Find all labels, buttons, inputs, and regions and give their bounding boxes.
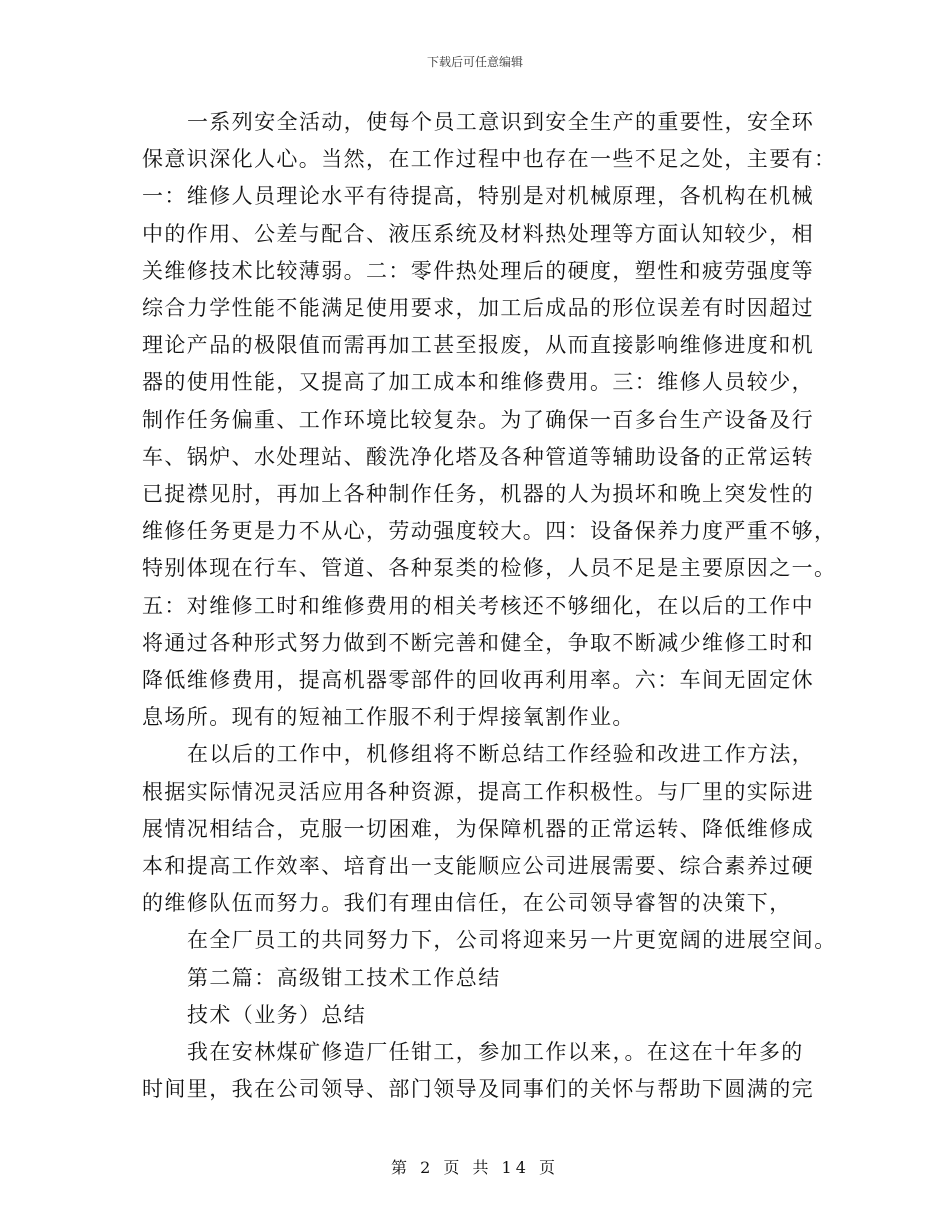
text-line: 一系列安全活动，使每个员工意识到安全生产的重要性，安全环 bbox=[187, 110, 815, 134]
text-line: 车、锅炉、水处理站、酸洗净化塔及各种管道等辅助设备的正常运转 bbox=[142, 444, 814, 469]
text-line: 在全厂员工的共同努力下，公司将迎来另一片更宽阔的进展空间。 bbox=[187, 928, 837, 953]
text-line: 中的作用、公差与配合、液压系统及材料热处理等方面认知较少，相 bbox=[142, 221, 814, 246]
page-number: 第 2 页 共 14 页 bbox=[391, 1158, 559, 1177]
text-line: 器的使用性能，又提高了加工成本和维修费用。三：维修人员较少， bbox=[142, 370, 814, 395]
text-line: 理论产品的极限值而需再加工甚至报废，从而直接影响维修进度和机 bbox=[142, 333, 814, 358]
text-line: 我在安林煤矿修造厂任钳工，参加工作以来，。在这在十年多的 bbox=[187, 1040, 804, 1064]
text-line: 关维修技术比较薄弱。二：零件热处理后的硬度，塑性和疲劳强度等 bbox=[142, 258, 814, 283]
text-line: 息场所。现有的短袖工作服不利于焊接氧割作业。 bbox=[142, 705, 635, 730]
text-line: 特别体现在行车、管道、各种泵类的检修，人员不足是主要原因之一。 bbox=[142, 556, 837, 581]
text-line: 时间里，我在公司领导、部门领导及同事们的关怀与帮助下圆满的完 bbox=[142, 1077, 814, 1102]
text-line: 的维修队伍而努力。我们有理由信任，在公司领导睿智的决策下， bbox=[142, 891, 792, 916]
text-line: 本和提高工作效率、培育出一支能顺应公司进展需要、综合素养过硬 bbox=[142, 854, 814, 878]
text-line: 维修任务更是力不从心，劳动强度较大。四：设备保养力度严重不够， bbox=[142, 519, 837, 544]
text-line: 已捉襟见肘，再加上各种制作任务，机器的人为损坏和晚上突发性的 bbox=[142, 482, 814, 506]
text-line: 降低维修费用，提高机器零部件的回收再利用率。六：车间无固定休 bbox=[142, 668, 814, 692]
text-line: 技术（业务）总结 bbox=[187, 1002, 367, 1027]
text-line: 将通过各种形式努力做到不断完善和健全，争取不断减少维修工时和 bbox=[142, 630, 814, 655]
text-line: 展情况相结合，克服一切困难，为保障机器的正常运转、降低维修成 bbox=[142, 816, 814, 841]
text-line: 五：对维修工时和维修费用的相关考核还不够细化，在以后的工作中 bbox=[142, 593, 814, 618]
text-line: 综合力学性能不能满足使用要求，加工后成品的形位误差有时因超过 bbox=[142, 296, 814, 320]
text-line: 在以后的工作中，机修组将不断总结工作经验和改进工作方法， bbox=[187, 742, 815, 767]
text-line: 一：维修人员理论水平有待提高，特别是对机械原理，各机构在机械 bbox=[142, 184, 814, 209]
text-line: 根据实际情况灵活应用各种资源，提高工作积极性。与厂里的实际进 bbox=[142, 779, 814, 804]
text-line: 制作任务偏重、工作环境比较复杂。为了确保一百多台生产设备及行 bbox=[142, 407, 814, 432]
text-line: 第二篇：高级钳工技术工作总结 bbox=[187, 965, 501, 990]
page-header: 下载后可任意编辑 bbox=[426, 55, 523, 69]
text-line: 保意识深化人心。当然，在工作过程中也存在一些不足之处，主要有： bbox=[142, 147, 837, 172]
